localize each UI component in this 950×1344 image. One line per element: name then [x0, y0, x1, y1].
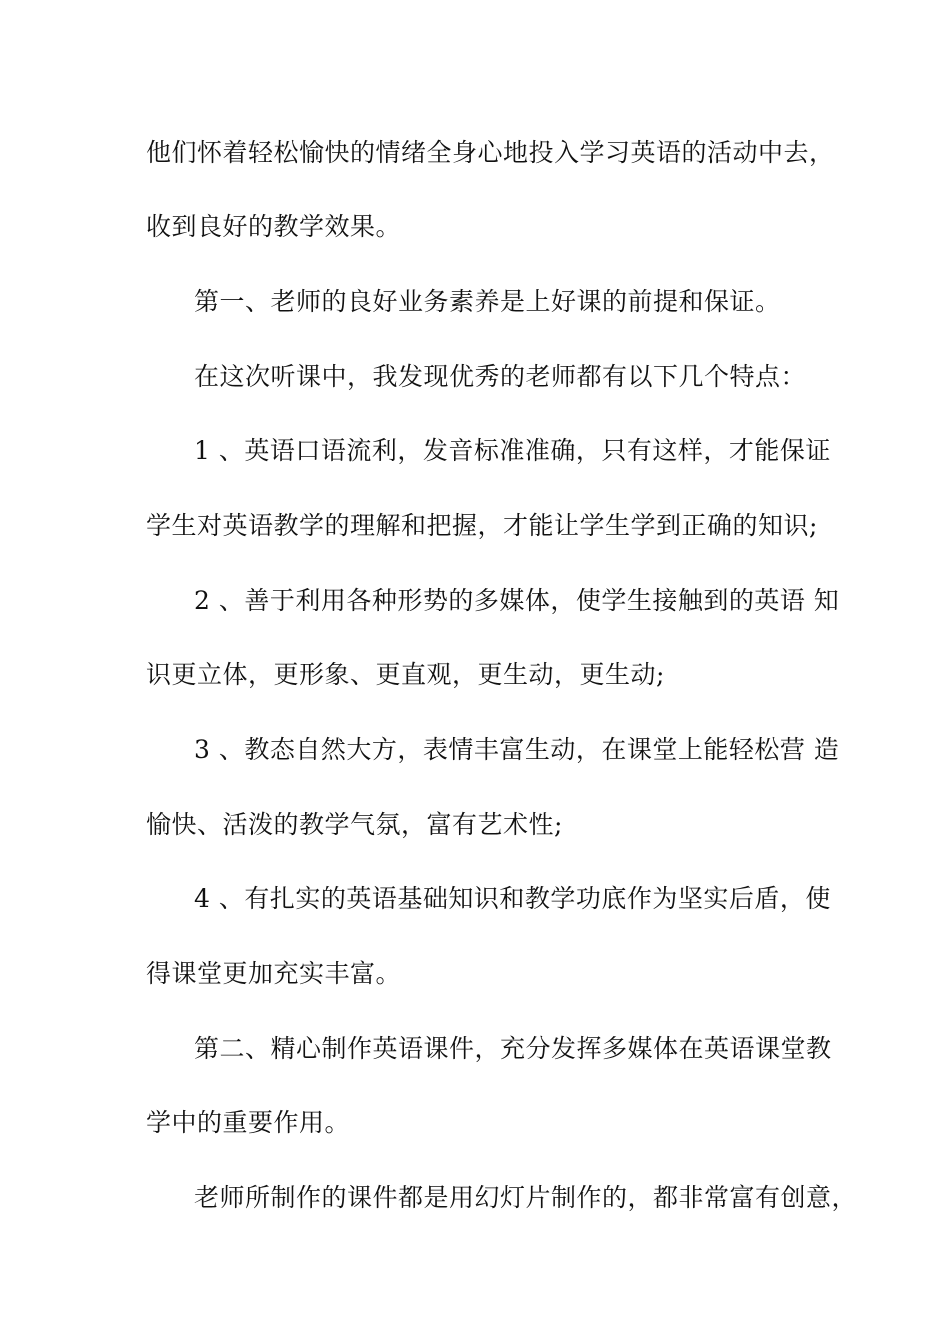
list-item-1: 1 、英语口语流利，发音标准准确，只有这样，才能保证 — [194, 436, 831, 465]
paragraph-heading: 第二、精心制作英语课件，充分发挥多媒体在英语课堂教 — [194, 1034, 832, 1063]
text-line: 得课堂更加充实丰富。 — [146, 959, 402, 988]
text-line: 识更立体，更形象、更直观，更生动，更生动; — [146, 660, 665, 689]
text-line: 收到良好的教学效果。 — [146, 212, 402, 241]
list-item-4: 4 、有扎实的英语基础知识和教学功底作为坚实后盾，使 — [194, 884, 831, 913]
paragraph-heading: 第一、老师的良好业务素养是上好课的前提和保证。 — [194, 287, 781, 316]
list-item-2: 2 、善于利用各种形势的多媒体，使学生接触到的英语 知 — [194, 586, 840, 615]
text-line: 在这次听课中，我发现优秀的老师都有以下几个特点： — [194, 362, 807, 391]
text-line: 老师所制作的课件都是用幻灯片制作的，都非常富有创意， — [194, 1183, 858, 1212]
text-line: 他们怀着轻松愉快的情绪全身心地投入学习英语的活动中去， — [146, 138, 835, 167]
text-line: 学中的重要作用。 — [146, 1108, 351, 1137]
list-item-3: 3 、教态自然大方，表情丰富生动，在课堂上能轻松营 造 — [194, 735, 840, 764]
text-line: 学生对英语教学的理解和把握，才能让学生学到正确的知识; — [146, 511, 818, 540]
text-line: 愉快、活泼的教学气氛，富有艺术性; — [146, 810, 563, 839]
